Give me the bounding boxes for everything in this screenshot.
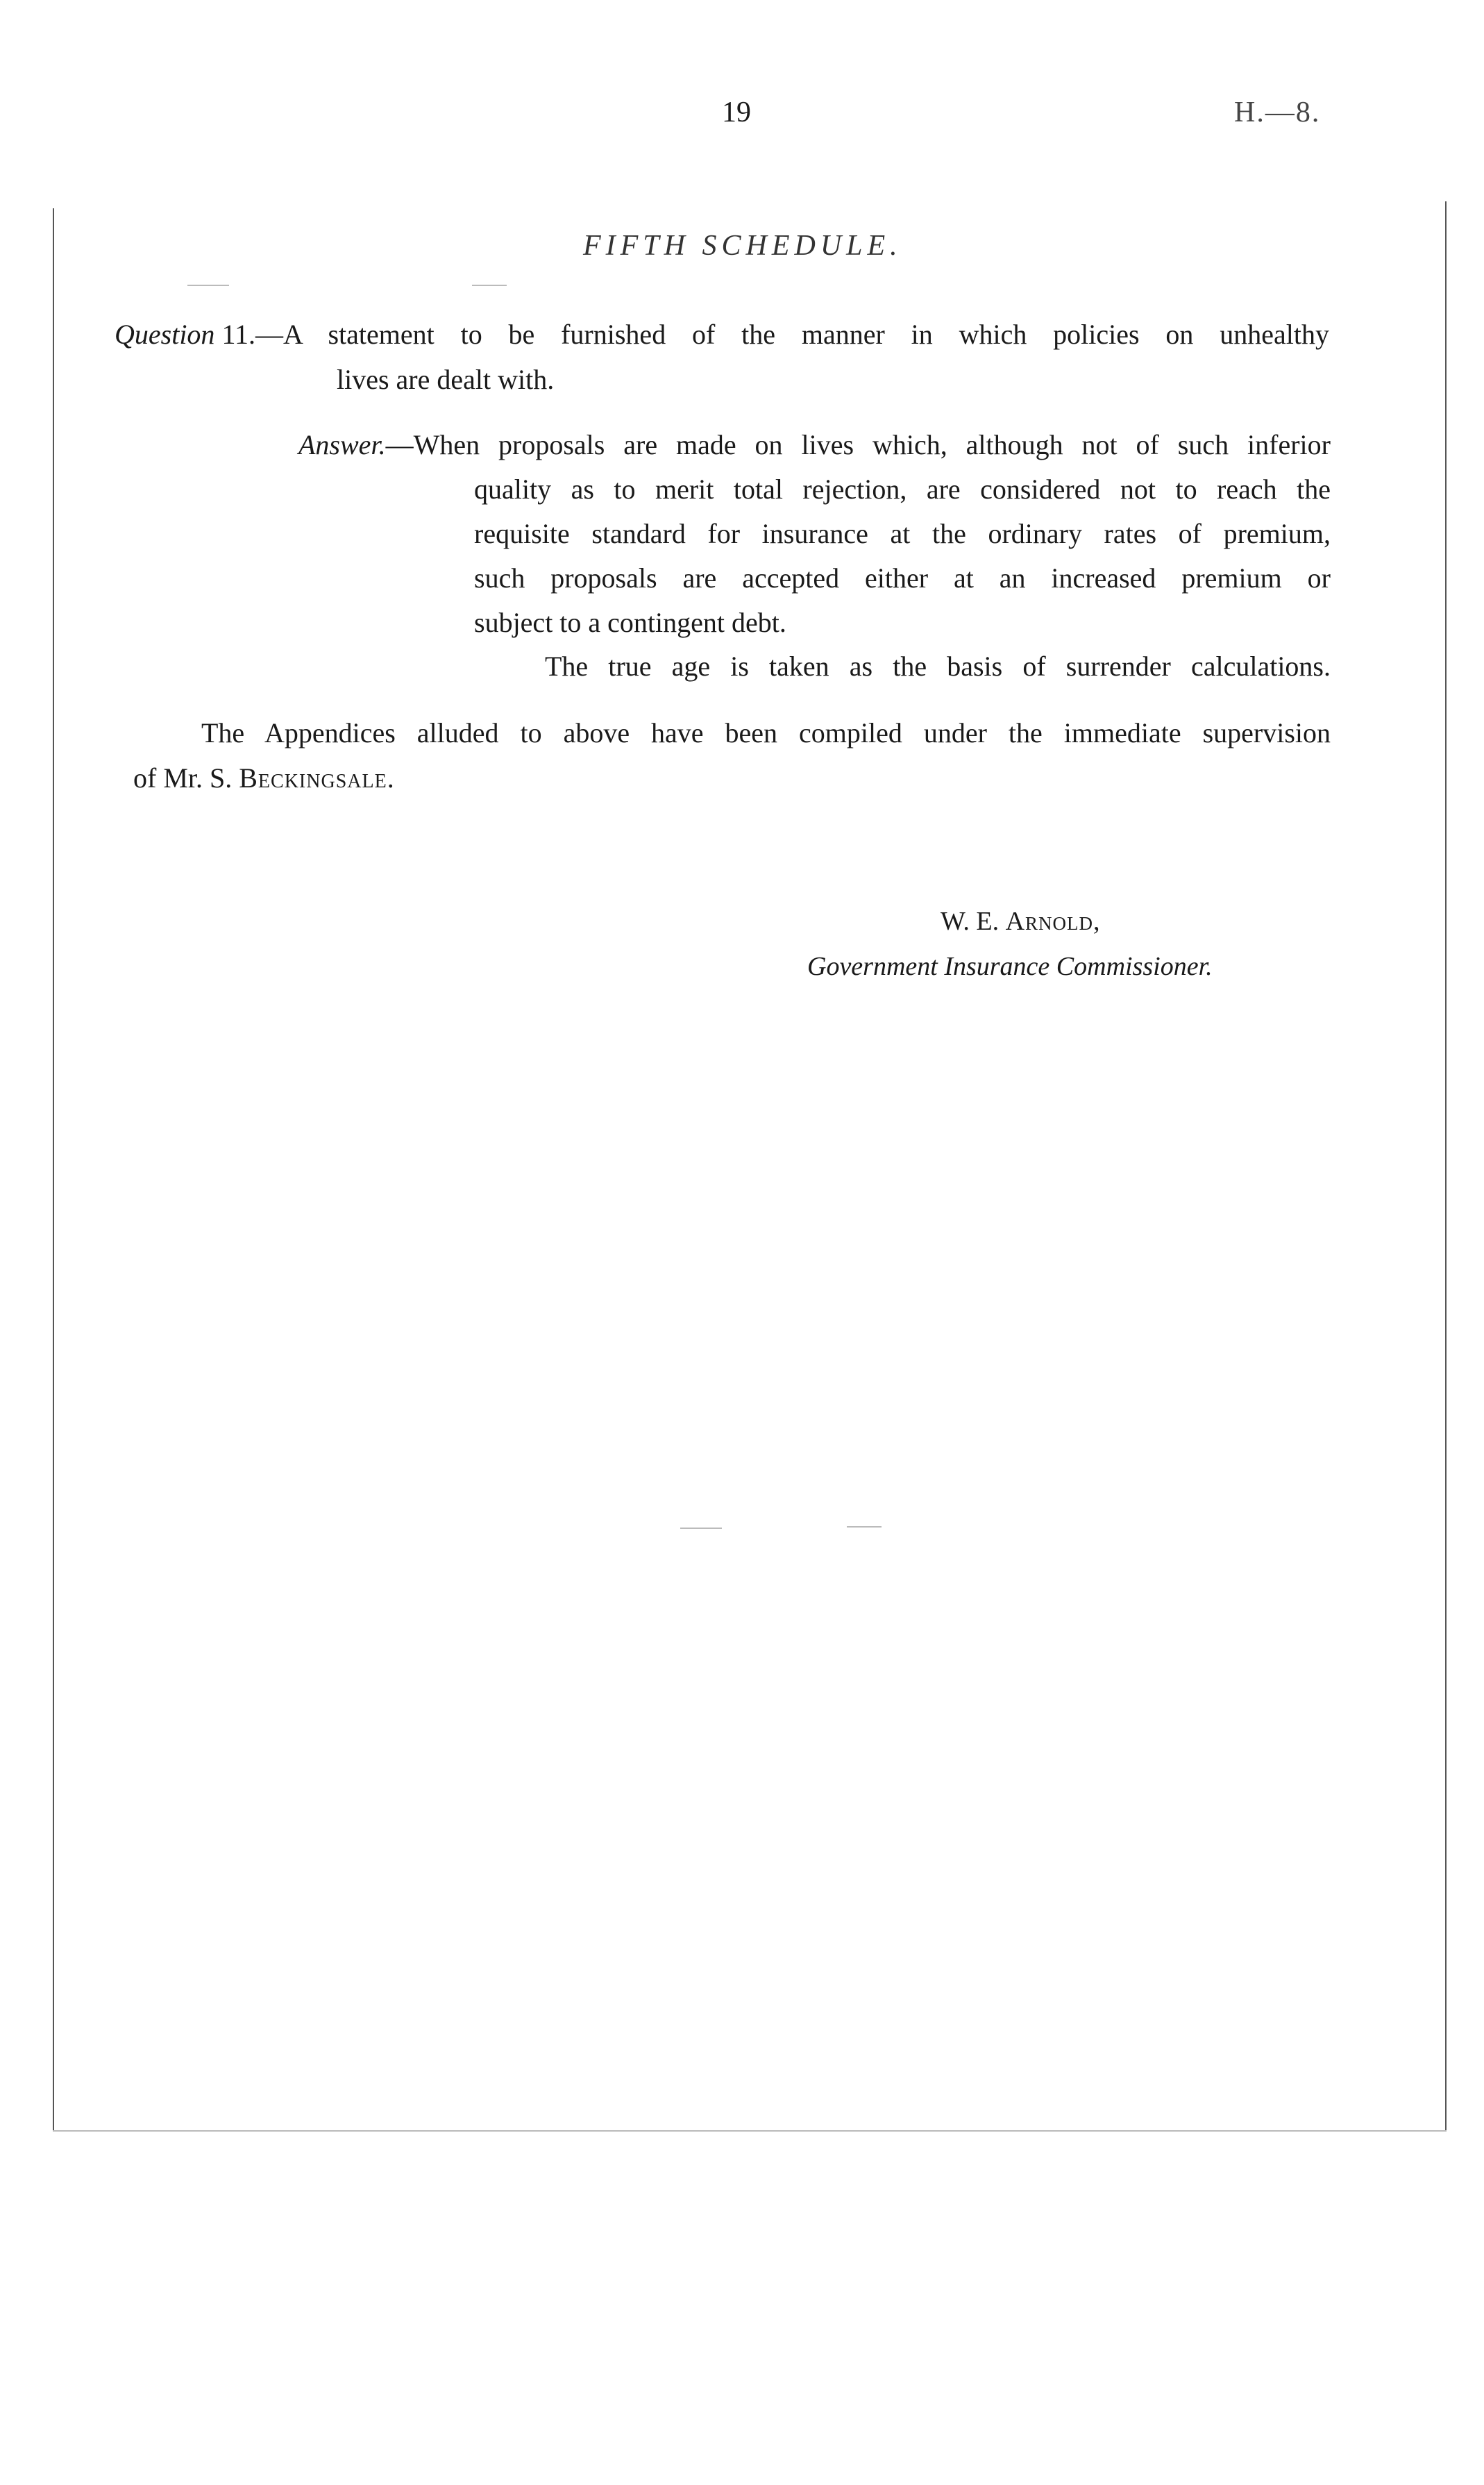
question-number: 11.— — [214, 319, 283, 350]
page-reference: H.—8. — [1234, 97, 1321, 128]
appendices-suffix: . — [387, 762, 394, 794]
answer-continuation — [474, 467, 1331, 645]
signature-initials: W. E. — [941, 907, 1006, 936]
answer-text-2: quality as to merit total rejection, are considered not to reach the — [474, 474, 1331, 505]
signature-comma: , — [1093, 907, 1100, 936]
scan-mark — [847, 1526, 882, 1528]
bottom-border-line — [53, 2130, 1447, 2132]
question-line-1 — [115, 312, 1329, 357]
appendices-line-2 — [133, 756, 394, 801]
question-label: Question — [115, 319, 215, 350]
scan-mark — [680, 1528, 722, 1529]
scan-mark — [472, 285, 507, 286]
answer-text-4: such proposals are accepted either at an increased premium or — [474, 562, 1331, 594]
answer-line-1 — [298, 423, 1331, 467]
supervisor-name: Beckingsale — [239, 762, 387, 794]
question-text-1: A statement to be furnished of the manner in which policies on unhealthy — [283, 319, 1329, 350]
question-line-2: lives are dealt with. — [337, 364, 555, 395]
signature-surname: Arnold — [1005, 907, 1094, 936]
answer-text-5: subject to a contingent debt. — [474, 607, 786, 638]
surrender-note: The true age is taken as the basis of surrender calculations. — [545, 651, 1331, 682]
page-number: 19 — [722, 97, 751, 128]
appendices-line-1: The Appendices alluded to above have been compiled under the immediate supervision — [201, 717, 1331, 748]
answer-dash: — — [385, 429, 414, 460]
left-border-line — [53, 208, 54, 2132]
right-border-line — [1445, 201, 1447, 2132]
answer-text-3: requisite standard for insurance at the ordinary rates of premium, — [474, 518, 1331, 549]
signature-title: Government Insurance Commissioner. — [807, 952, 1213, 981]
answer-label: Answer. — [298, 429, 386, 460]
answer-text-1: When proposals are made on lives which, although not of such inferior — [413, 429, 1331, 460]
scan-mark — [187, 285, 229, 286]
appendices-prefix: of Mr. S. — [133, 762, 239, 794]
signature-name — [941, 906, 1100, 937]
schedule-title: FIFTH SCHEDULE. — [583, 230, 902, 262]
